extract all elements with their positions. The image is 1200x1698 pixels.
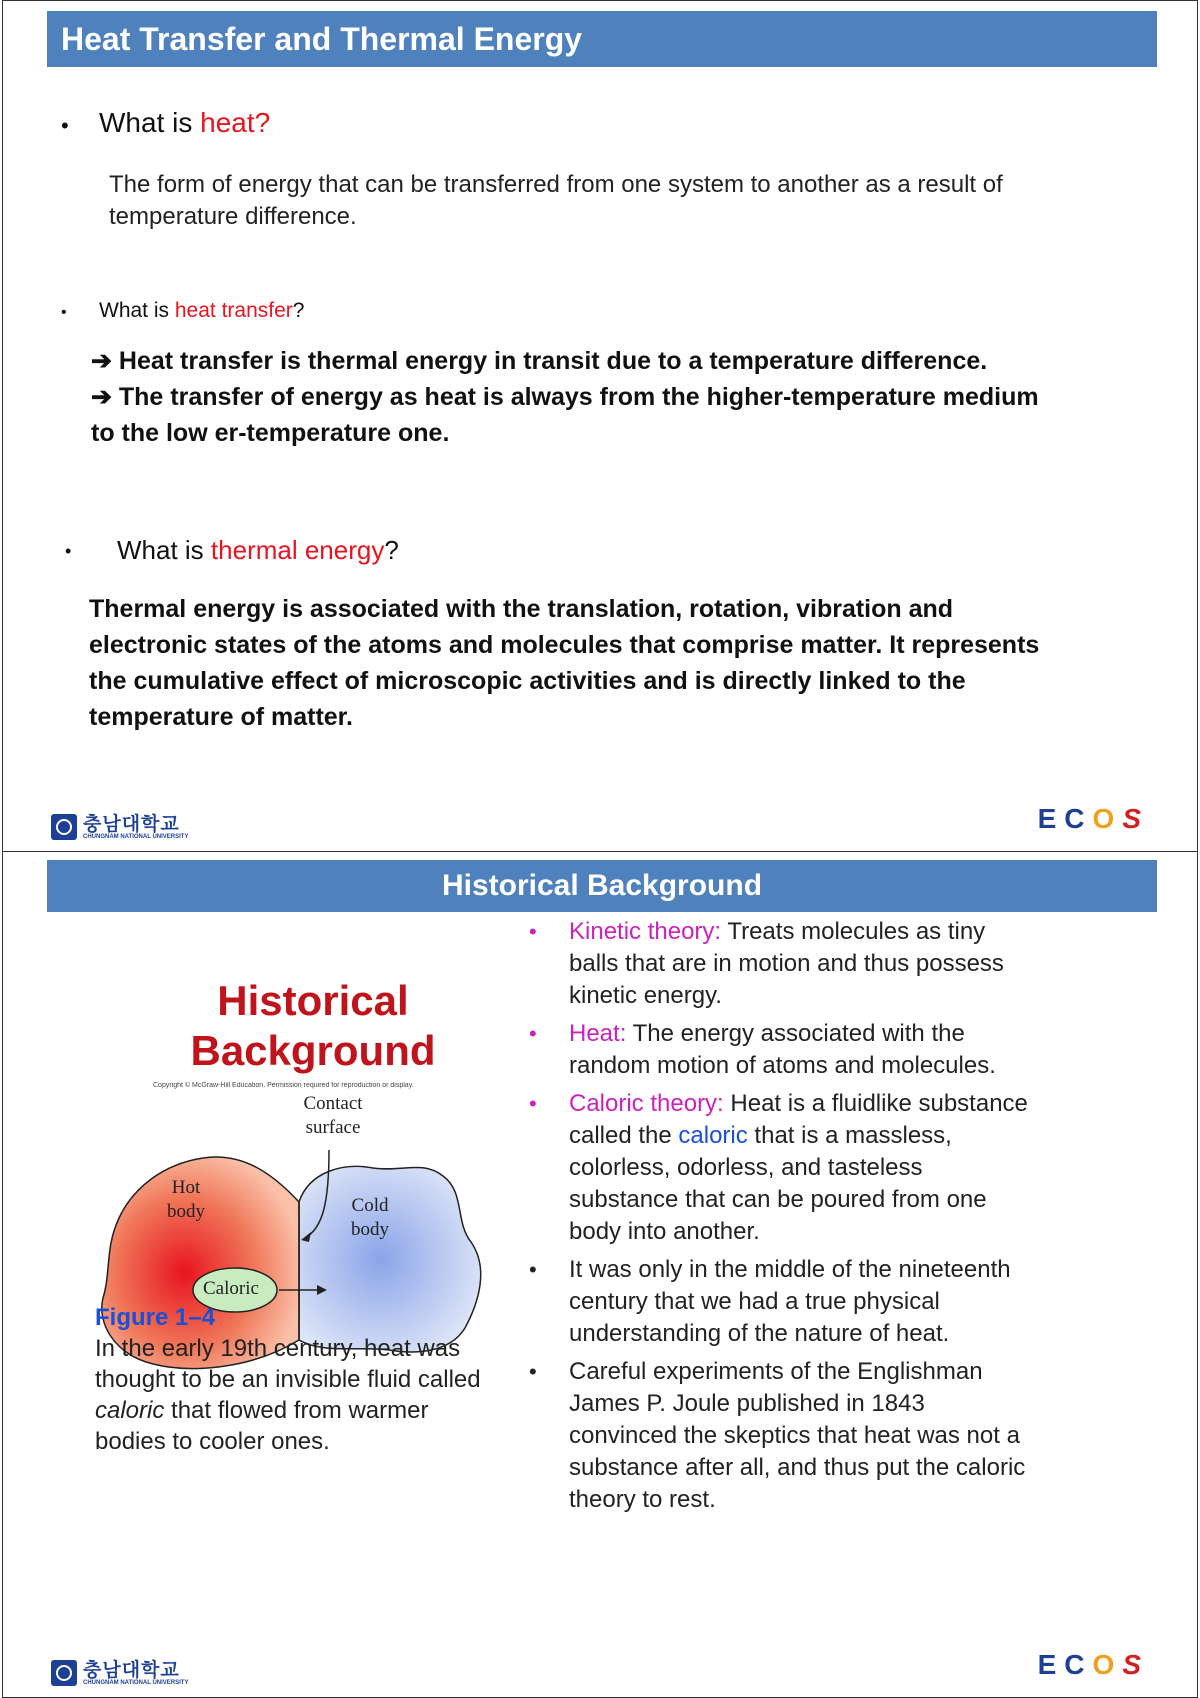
heat-definition: The form of energy that can be transferred from one system to another as a result of temperature difference. <box>109 171 1003 230</box>
figure-heading-line1: Historical <box>217 977 409 1024</box>
slide-title: Heat Transfer and Thermal Energy <box>47 11 1157 67</box>
question-highlight: thermal energy <box>210 535 385 565</box>
bullet-dot: • <box>529 919 537 944</box>
arrow-line-2: ➔ The transfer of energy as heat is always from the higher-temperature medium to the low er-temperature one. <box>91 383 1039 447</box>
university-name: 충남대학교 <box>83 1659 180 1681</box>
caption-italic: caloric <box>95 1397 165 1424</box>
bullet-term: Heat: <box>569 1020 627 1047</box>
bullet-text: Treats molecules as tiny balls that are in motion and thus possess kinetic energy. <box>569 918 1004 1009</box>
bullet-term: Kinetic theory: <box>569 918 722 945</box>
question-suffix: ? <box>292 299 305 322</box>
list-item <box>529 1254 1029 1350</box>
cold-label-line1: Cold <box>351 1195 389 1216</box>
bullet-text: It was only in the middle of the nineteenth century that we had a true physical understanding of the nature of heat. <box>569 1256 1011 1347</box>
question-highlight: heat transfer <box>174 299 293 322</box>
heat-transfer-explanation <box>91 343 1051 451</box>
bullet-term: Caloric theory: <box>569 1090 724 1117</box>
caption-text: In the early 19th century, heat was thought to be an invisible fluid called <box>95 1335 481 1393</box>
contact-label-line1: Contact <box>303 1093 363 1114</box>
slide-historical-background <box>2 851 1198 1698</box>
university-emblem-icon <box>51 814 77 840</box>
bullet-text: Heat is a fluidlike substance called the <box>569 1090 1028 1149</box>
bullet-dot: • <box>61 113 69 138</box>
question-suffix: ? <box>384 535 399 565</box>
question-heat <box>99 107 270 139</box>
list-item <box>529 1018 1029 1082</box>
question-heat-transfer <box>99 299 304 323</box>
bullet-dot: • <box>529 1091 537 1116</box>
question-prefix: What is <box>117 535 211 565</box>
list-item <box>529 1088 1029 1248</box>
ecos-logo: ECOS <box>1037 803 1149 834</box>
ecos-logo: ECOS <box>1037 1649 1149 1680</box>
bullet-dot: • <box>61 304 67 321</box>
question-prefix: What is <box>99 299 175 322</box>
bullet-text: Careful experiments of the Englishman James P. Joule published in 1843 convinced the skeptics that heat was not a substance after all, and thus put the caloric theory to rest. <box>569 1358 1026 1513</box>
history-bullets <box>529 916 1029 1522</box>
question-prefix: What is <box>99 107 201 138</box>
figure-heading-line2: Background <box>190 1027 436 1074</box>
bullet-dot: • <box>65 541 72 561</box>
bullet-dot: • <box>529 1257 537 1282</box>
bullet-text-end: that is a massless, colorless, odorless, and tasteless substance that can be poured from one body into another. <box>569 1122 987 1245</box>
bullet-dot: • <box>529 1021 537 1046</box>
bullet-dot: • <box>529 1359 537 1384</box>
figure-caption <box>95 1302 485 1457</box>
hot-label-line2: body <box>167 1201 205 1222</box>
bullet-caloric: caloric <box>678 1122 748 1149</box>
figure-heading <box>93 976 533 1076</box>
list-item <box>529 1356 1029 1516</box>
slide-heat-transfer <box>2 0 1198 852</box>
contact-label-line2: surface <box>305 1117 361 1138</box>
university-name: 충남대학교 <box>83 813 180 835</box>
hot-body-label <box>167 1176 205 1224</box>
university-emblem-icon <box>51 1660 77 1686</box>
figure-copyright: Copyright © McGraw-Hill Education. Permission required for reproduction or display. <box>153 1082 414 1089</box>
caloric-label: Caloric <box>203 1278 259 1299</box>
bullet-text: The energy associated with the random motion of atoms and molecules. <box>569 1020 996 1079</box>
university-subtitle: CHUNGNAM NATIONAL UNIVERSITY <box>83 833 189 840</box>
caption-text-end: that flowed from warmer bodies to cooler ones. <box>95 1397 429 1455</box>
arrow-line-1: ➔ Heat transfer is thermal energy in transit due to a temperature difference. <box>91 347 988 375</box>
slide-title: Historical Background <box>47 860 1157 912</box>
question-thermal-energy <box>117 535 399 566</box>
figure-number: Figure 1–4 <box>95 1304 216 1331</box>
thermal-energy-definition: Thermal energy is associated with the translation, rotation, vibration and electronic states of the atoms and molecules that comprise matter. It represents the cumulative effect of microscopic activities and is directly linked to the temperature of matter. <box>89 595 1040 731</box>
cold-label-line2: body <box>351 1219 389 1240</box>
hot-label-line1: Hot <box>171 1177 201 1198</box>
list-item <box>529 916 1029 1012</box>
university-logo <box>51 1659 188 1687</box>
contact-surface-label <box>293 1092 373 1140</box>
question-highlight: heat? <box>200 107 271 138</box>
cold-body-label <box>351 1194 389 1242</box>
university-subtitle: CHUNGNAM NATIONAL UNIVERSITY <box>83 1679 189 1686</box>
university-logo <box>51 813 188 841</box>
